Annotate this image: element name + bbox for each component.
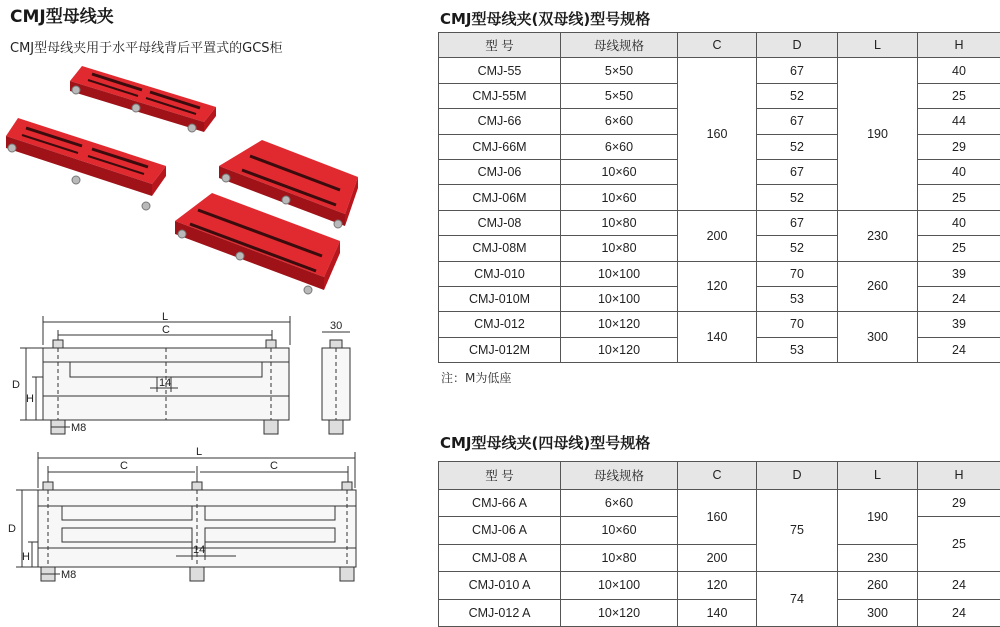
cell-L: 300	[838, 312, 918, 363]
cell-D: 53	[757, 286, 838, 311]
cell-L: 190	[838, 489, 918, 544]
drawing1-bolt-label: M8	[71, 422, 87, 434]
header-C: C	[678, 33, 757, 58]
cell-L: 230	[838, 210, 918, 261]
cell-H: 24	[918, 599, 1000, 627]
cell-H: 44	[918, 109, 1000, 134]
cell-D: 70	[757, 312, 838, 337]
table-row	[439, 261, 1000, 286]
drawing-four-busbar	[16, 452, 356, 581]
product-illustration	[0, 0, 430, 627]
header-C: C	[678, 462, 757, 490]
table-row	[439, 544, 1000, 572]
cell-H: 40	[918, 58, 1000, 83]
drawing1-D-label: D	[12, 379, 20, 391]
drawing2-L-label: L	[196, 446, 203, 458]
cell-H: 25	[918, 236, 1000, 261]
cell-spec: 10×80	[561, 544, 678, 572]
cell-model: CMJ-55M	[439, 83, 561, 108]
clamp-photo-1	[70, 66, 216, 132]
clamp-photo-2	[6, 118, 166, 210]
table-row	[439, 599, 1000, 627]
cell-D: 67	[757, 159, 838, 184]
drawing1-width-label: 30	[330, 320, 343, 332]
cell-spec: 10×60	[561, 517, 678, 545]
cell-model: CMJ-08	[439, 210, 561, 235]
cell-spec: 10×120	[561, 337, 678, 362]
cell-C: 120	[678, 572, 757, 600]
cell-spec: 6×60	[561, 134, 678, 159]
drawing1-L-label: L	[162, 311, 169, 323]
table-header-row	[439, 33, 1000, 58]
cell-spec: 10×120	[561, 312, 678, 337]
header-model: 型 号	[439, 462, 561, 490]
cell-spec: 5×50	[561, 58, 678, 83]
table1-note: 注：M为低座	[441, 371, 512, 385]
cell-H: 29	[918, 489, 1000, 517]
cell-H: 25	[918, 517, 1000, 572]
cell-model: CMJ-012 A	[439, 599, 561, 627]
cell-model: CMJ-06M	[439, 185, 561, 210]
cell-model: CMJ-010	[439, 261, 561, 286]
cell-C: 200	[678, 544, 757, 572]
cell-H: 24	[918, 337, 1000, 362]
cell-spec: 10×80	[561, 210, 678, 235]
header-D: D	[757, 462, 838, 490]
drawing2-slot-label: 14	[193, 544, 206, 556]
cell-model: CMJ-66 A	[439, 489, 561, 517]
cell-H: 24	[918, 286, 1000, 311]
cell-D: 52	[757, 134, 838, 159]
cell-model: CMJ-08 A	[439, 544, 561, 572]
cell-model: CMJ-010 A	[439, 572, 561, 600]
cell-spec: 5×50	[561, 83, 678, 108]
cell-C: 160	[678, 58, 757, 210]
cell-D: 67	[757, 58, 838, 83]
header-L: L	[838, 462, 918, 490]
four-busbar-spec-table	[438, 461, 1000, 627]
drawing1-C-label: C	[162, 324, 170, 336]
cell-model: CMJ-012M	[439, 337, 561, 362]
cell-L: 190	[838, 58, 918, 210]
cell-H: 25	[918, 185, 1000, 210]
drawing-double-busbar	[20, 316, 350, 434]
cell-C: 160	[678, 489, 757, 544]
cell-spec: 10×60	[561, 185, 678, 210]
header-H: H	[918, 462, 1000, 490]
drawing1-slot-label: 14	[159, 377, 172, 389]
cell-D: 52	[757, 185, 838, 210]
cell-H: 29	[918, 134, 1000, 159]
cell-spec: 6×60	[561, 109, 678, 134]
header-busbar-spec: 母线规格	[561, 462, 678, 490]
cell-H: 24	[918, 572, 1000, 600]
page-subtitle: CMJ型母线夹用于水平母线背后平置式的GCS柜	[10, 41, 283, 56]
cell-H: 40	[918, 210, 1000, 235]
table2-title: CMJ型母线夹(四母线)型号规格	[440, 434, 651, 452]
cell-model: CMJ-08M	[439, 236, 561, 261]
cell-spec: 10×100	[561, 286, 678, 311]
page-title: CMJ型母线夹	[10, 7, 114, 27]
cell-D: 53	[757, 337, 838, 362]
drawing2-C2-label: C	[270, 460, 278, 472]
drawing2-bolt-label: M8	[61, 569, 77, 581]
cell-H: 39	[918, 312, 1000, 337]
cell-spec: 6×60	[561, 489, 678, 517]
cell-spec: 10×100	[561, 572, 678, 600]
table-row	[439, 489, 1000, 517]
cell-D: 52	[757, 83, 838, 108]
cell-D: 67	[757, 109, 838, 134]
cell-C: 140	[678, 312, 757, 363]
cell-L: 260	[838, 572, 918, 600]
cell-D: 75	[757, 489, 838, 572]
cell-model: CMJ-66	[439, 109, 561, 134]
cell-spec: 10×120	[561, 599, 678, 627]
header-model: 型 号	[439, 33, 561, 58]
header-busbar-spec: 母线规格	[561, 33, 678, 58]
cell-H: 40	[918, 159, 1000, 184]
drawing2-D-label: D	[8, 523, 16, 535]
cell-D: 74	[757, 572, 838, 627]
cell-C: 140	[678, 599, 757, 627]
table-row	[439, 58, 1000, 83]
cell-D: 67	[757, 210, 838, 235]
cell-H: 25	[918, 83, 1000, 108]
header-L: L	[838, 33, 918, 58]
cell-D: 52	[757, 236, 838, 261]
cell-C: 120	[678, 261, 757, 312]
cell-spec: 10×100	[561, 261, 678, 286]
cell-L: 260	[838, 261, 918, 312]
cell-L: 230	[838, 544, 918, 572]
drawing2-H-label: H	[22, 551, 30, 563]
cell-D: 70	[757, 261, 838, 286]
cell-L: 300	[838, 599, 918, 627]
header-D: D	[757, 33, 838, 58]
cell-C: 200	[678, 210, 757, 261]
cell-model: CMJ-010M	[439, 286, 561, 311]
cell-model: CMJ-06	[439, 159, 561, 184]
header-H: H	[918, 33, 1000, 58]
cell-model: CMJ-66M	[439, 134, 561, 159]
table-header-row	[439, 462, 1000, 490]
table1-title: CMJ型母线夹(双母线)型号规格	[440, 10, 651, 28]
cell-H: 39	[918, 261, 1000, 286]
double-busbar-spec-table	[438, 32, 1000, 363]
table-row	[439, 312, 1000, 337]
table-row	[439, 572, 1000, 600]
cell-model: CMJ-012	[439, 312, 561, 337]
drawing2-C1-label: C	[120, 460, 128, 472]
cell-spec: 10×80	[561, 236, 678, 261]
drawing1-H-label: H	[26, 393, 34, 405]
table-row	[439, 210, 1000, 235]
cell-spec: 10×60	[561, 159, 678, 184]
cell-model: CMJ-06 A	[439, 517, 561, 545]
cell-model: CMJ-55	[439, 58, 561, 83]
